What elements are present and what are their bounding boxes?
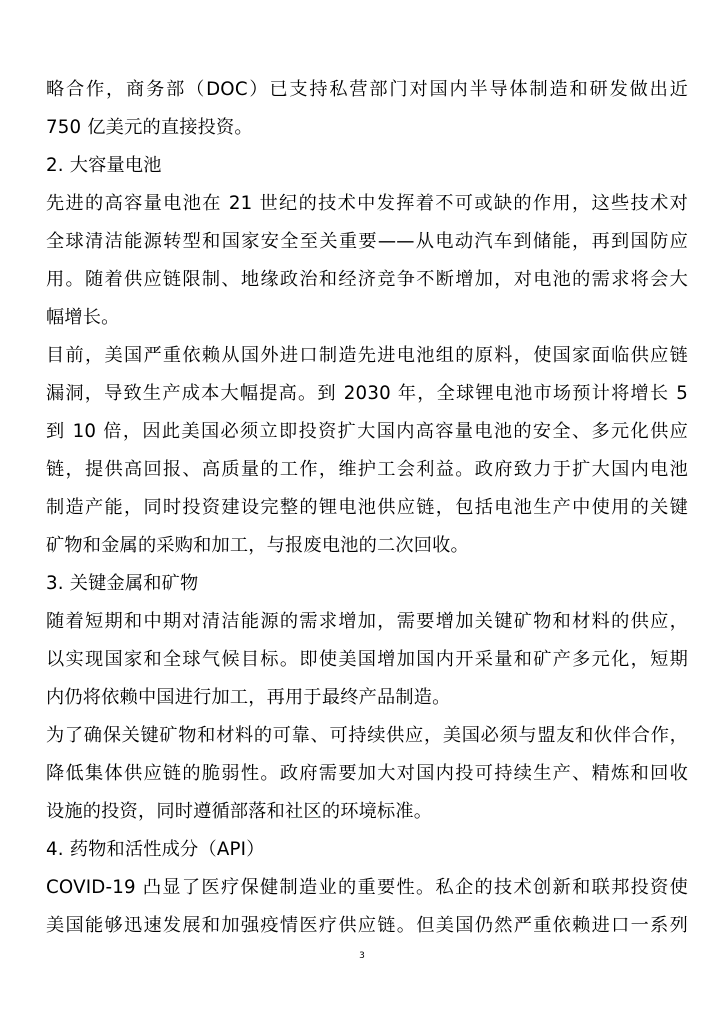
paragraph-line: 全球清洁能源转型和国家安全至关重要——从电动汽车到储能，再到国防应 (46, 231, 688, 252)
paragraph-line: 美国能够迅速发展和加强疫情医疗供应链。但美国仍然严重依赖进口一系列 (46, 915, 688, 936)
paragraph-line: 先进的高容量电池在 21 世纪的技术中发挥着不可或缺的作用，这些技术对 (46, 193, 688, 214)
paragraph-line: 到 10 倍，因此美国必须立即投资扩大国内高容量电池的安全、多元化供应 (46, 421, 688, 442)
paragraph-line: 内仍将依赖中国进行加工，再用于最终产品制造。 (46, 687, 451, 708)
paragraph-line: 用。随着供应链限制、地缘政治和经济竞争不断增加，对电池的需求将会大 (46, 269, 688, 290)
paragraph-line: 设施的投资，同时遵循部落和社区的环境标准。 (46, 801, 433, 822)
section-heading-batteries: 2. 大容量电池 (46, 155, 162, 176)
paragraph-line: 漏洞，导致生产成本大幅提高。到 2030 年，全球锂电池市场预计将增长 5 (46, 383, 688, 404)
paragraph-line: 矿物和金属的采购和加工，与报废电池的二次回收。 (46, 535, 469, 556)
paragraph-line: 以实现国家和全球气候目标。即使美国增加国内开采量和矿产多元化，短期 (46, 649, 688, 670)
paragraph-line: 链，提供高回报、高质量的工作，维护工会利益。政府致力于扩大国内电池 (46, 459, 688, 480)
paragraph-line: 幅增长。 (46, 307, 120, 328)
paragraph-line: 随着短期和中期对清洁能源的需求增加，需要增加关键矿物和材料的供应， (46, 611, 688, 632)
paragraph-line: 略合作，商务部（DOC）已支持私营部门对国内半导体制造和研发做出近 (46, 79, 688, 100)
section-heading-pharmaceuticals: 4. 药物和活性成分（API） (46, 839, 265, 860)
section-heading-critical-minerals: 3. 关键金属和矿物 (46, 573, 199, 594)
paragraph-line: 目前，美国严重依赖从国外进口制造先进电池组的原料，使国家面临供应链 (46, 345, 688, 366)
page-number: 3 (359, 951, 365, 961)
paragraph-line: 制造产能，同时投资建设完整的锂电池供应链，包括电池生产中使用的关键 (46, 497, 688, 518)
paragraph-line: 750 亿美元的直接投资。 (46, 117, 253, 138)
body-text (46, 71, 688, 945)
paragraph-line: 为了确保关键矿物和材料的可靠、可持续供应，美国必须与盟友和伙伴合作， (46, 725, 688, 746)
paragraph-line: 降低集体供应链的脆弱性。政府需要加大对国内投可持续生产、精炼和回收 (46, 763, 688, 784)
paragraph-line: COVID-19 凸显了医疗保健制造业的重要性。私企的技术创新和联邦投资使 (46, 877, 688, 898)
